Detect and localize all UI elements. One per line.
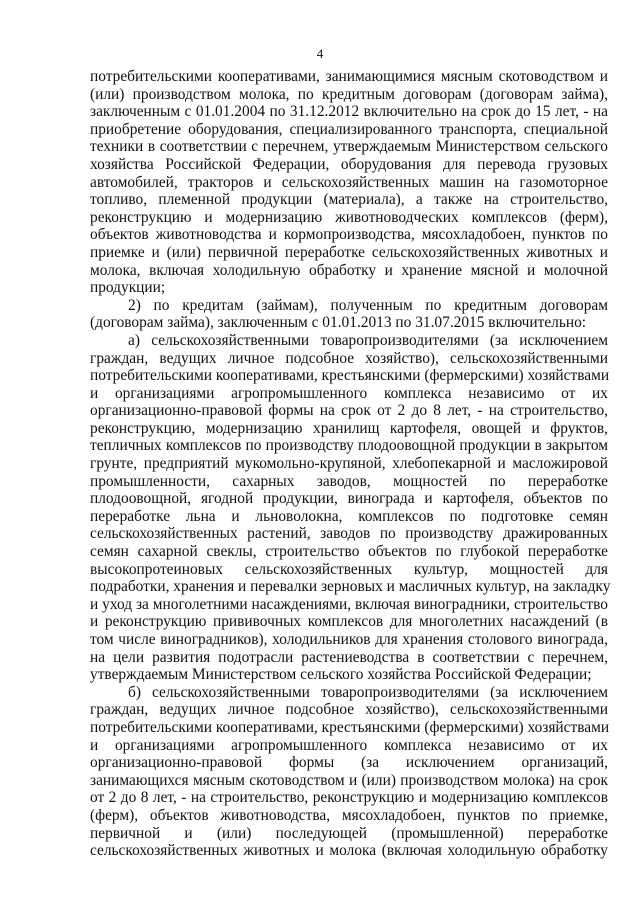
text-line: занимающихся мясным скотоводством и (или) производством молока) на срок	[90, 771, 608, 789]
text-line: реконструкцию, модернизацию хранилищ картофеля, овощей и фруктов,	[90, 419, 608, 437]
text-line: молока, включая холодильную обработку и хранение мясной и молочной	[90, 261, 608, 279]
text-line: объектов животноводства и кормопроизводства, мясохладобоен, пунктов по	[90, 226, 608, 244]
text-line: плодоовощной, ягодной продукции, винограда и картофеля, объектов по	[90, 490, 608, 508]
text-line: техники в соответствии с перечнем, утверждаемым Министерством сельского	[90, 138, 608, 156]
text-line: топливо, племенной продукции (материала), а также на строительство,	[90, 191, 608, 209]
text-line: том числе виноградников), холодильников для хранения столового винограда,	[90, 631, 608, 648]
text-line: (договорам займа), заключенным с 01.01.2013 по 31.07.2015 включительно:	[90, 314, 587, 332]
text-line: организационно-правовой формы (за исключением организаций,	[90, 754, 608, 772]
text-line: приобретение оборудования, специализированного транспорта, специальной	[90, 120, 608, 138]
paragraph-item-2a	[90, 331, 611, 684]
text-line: заключенным с 01.01.2004 по 31.12.2012 включительно на срок до 15 лет, - на	[90, 103, 608, 121]
text-line: а) сельскохозяйственными товаропроизводителями (за исключением	[128, 331, 608, 349]
text-line: утверждаемым Министерством сельского хозяйства Российской Федерации;	[90, 666, 592, 684]
text-line: первичной и (или) последующей (промышленной) переработке	[90, 824, 608, 842]
text-line: (ферм), объектов животноводства, мясохладобоен, пунктов по приемке,	[90, 806, 608, 824]
text-line: организационно-правовой формы на срок от 2 до 8 лет, - на строительство,	[90, 402, 608, 420]
paragraph-item-2b	[90, 684, 608, 860]
text-line: потребительскими кооперативами, крестьянскими (фермерскими) хозяйствами	[90, 367, 610, 385]
text-line: потребительскими кооперативами, занимающимися мясным скотоводством и	[90, 68, 608, 85]
text-line: от 2 до 8 лет, - на строительство, реконструкцию и модернизацию комплексов	[90, 789, 608, 807]
text-line: сельскохозяйственных растений, заводов по производству дражированных	[90, 525, 608, 543]
text-line: продукции;	[90, 279, 166, 297]
text-line: потребительскими кооперативами, крестьянскими (фермерскими) хозяйствами	[90, 718, 610, 736]
text-line: и уход за многолетними насаждениями, включая виноградники, строительство	[90, 595, 608, 613]
text-line: и реконструкцию прививочных комплексов для многолетних насаждений (в	[90, 613, 608, 631]
text-line: тепличных комплексов по производству плодоовощной продукции в закрытом	[90, 437, 608, 455]
text-line: подработки, хранения и перевалки зерновых и масличных культур, на закладку	[90, 578, 611, 596]
text-line: высокопротеиновых сельскохозяйственных культур, мощностей для	[90, 560, 608, 578]
text-line: хозяйства Российской Федерации, оборудования для перевода грузовых	[90, 155, 608, 173]
text-line: автомобилей, тракторов и сельскохозяйственных машин на газомоторное	[90, 173, 608, 191]
text-line: и организациями агропромышленного комплекса независимо от их	[90, 736, 608, 754]
text-line: и организациями агропромышленного комплекса независимо от их	[90, 384, 608, 402]
text-line: 2) по кредитам (займам), полученным по кредитным договорам	[128, 296, 608, 314]
text-line: приемке и (или) первичной переработке сельскохозяйственных животных и	[90, 243, 608, 261]
text-line: граждан, ведущих личное подсобное хозяйство), сельскохозяйственными	[90, 349, 608, 367]
text-line: б) сельскохозяйственными товаропроизводителями (за исключением	[128, 683, 608, 701]
text-line: грунте, предприятий мукомольно-крупяной, хлебопекарной и масложировой	[90, 455, 608, 473]
paragraph-item-2	[90, 297, 608, 332]
text-line: семян сахарной свеклы, строительство объектов по глубокой переработке	[90, 543, 608, 561]
text-line: сельскохозяйственных животных и молока (включая холодильную обработку	[90, 842, 608, 860]
text-line: промышленности, сахарных заводов, мощностей по переработке	[90, 472, 608, 490]
paragraph-continuation	[90, 68, 608, 297]
text-line: на цели развития подотрасли растениеводства в соответствии с перечнем,	[90, 648, 608, 666]
document-body	[90, 68, 611, 860]
page-number: 4	[316, 46, 324, 61]
text-line: (или) производством молока, по кредитным договорам (договорам займа),	[90, 85, 608, 103]
text-line: реконструкцию и модернизацию животноводческих комплексов (ферм),	[90, 208, 608, 226]
text-line: переработке льна и льноволокна, комплексов по подготовке семян	[90, 507, 608, 525]
text-line: граждан, ведущих личное подсобное хозяйство), сельскохозяйственными	[90, 701, 608, 719]
